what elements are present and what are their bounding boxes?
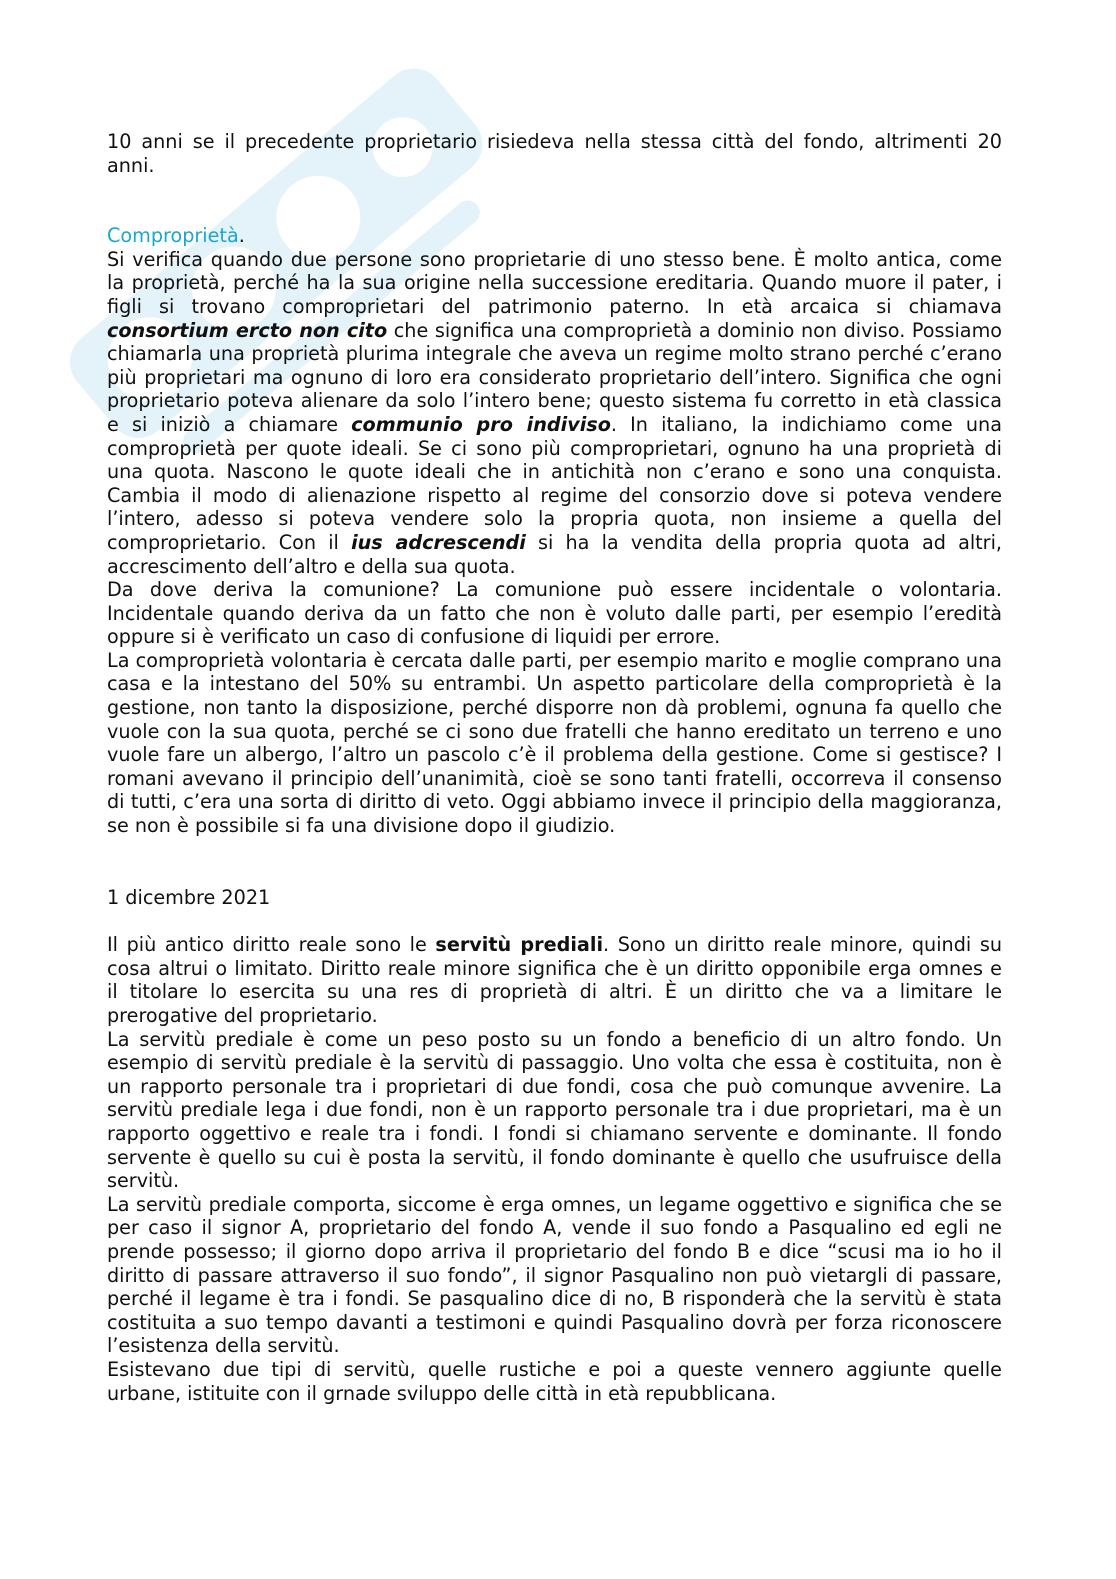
term-servitu-prediali: servitù prediali — [435, 933, 604, 957]
term-consortium: consortium ercto non cito — [107, 318, 388, 342]
paragraph-comproprieta-volontaria: La comproprietà volontaria è cercata dalle parti, per esempio marito e moglie comprano una casa e la intestano del 50% su entrambi. Un aspetto particolare della comproprietà è la gestione, non tanto la disposizione, perché disporre non dà problemi, ognuna fa quello che vuole con la sua quota, perché se ci sono due fratelli che hanno ereditato un terreno e uno vuole fare un albergo, l’altro un pascolo c’è il problema della gestione. Come si gestisce? I romani avevano il principio dell’unanimità, cioè se sono tanti fratelli, occorreva il consenso di tutti, c’era una sorta di diritto di veto. Oggi abbiamo invece il principio della maggioranza, se non è possibile si fa una divisione dopo il giudizio. — [107, 648, 1002, 838]
spacer — [107, 177, 1002, 224]
heading-comproprieta: Comproprietà — [107, 224, 239, 248]
spacer — [107, 909, 1002, 933]
term-communio: communio pro indiviso — [351, 412, 611, 436]
text-run: che significa una comproprietà a dominio non diviso. Possiamo chiamarla una proprietà plurima integrale che aveva un regime molto strano perché c’erano più proprietari ma ognuno di loro era considerato proprietario dell’intero. Significa che ogni proprietario poteva alienare da solo l’intero bene; questo sistema fu corretto in età classica e si iniziò a chiamare — [107, 318, 1003, 436]
paragraph-comproprieta-intro — [107, 248, 1002, 578]
paragraph-servitu-tipi: Esistevano due tipi di servitù, quelle rustiche e poi a queste vennero aggiunte quelle urbane, istituite con il grnade sviluppo delle città in età repubblicana. — [107, 1357, 1002, 1405]
term-ius-adcrescendi: ius adcrescendi — [351, 530, 526, 554]
document-page — [107, 130, 1002, 1405]
paragraph-servitu-intro — [107, 933, 1002, 1027]
spacer — [107, 838, 1002, 886]
paragraph-servitu-esempio: La servitù prediale comporta, siccome è erga omnes, un legame oggettivo e significa che se per caso il signor A, proprietario del fondo A, vende il suo fondo a Pasqualino ed egli ne prende possesso; il giorno dopo arriva il proprietario del fondo B e dice “scusi ma io ho il diritto di passare attraverso il suo fondo”, il signor Pasqualino non può vietargli di passare, perché il legame è tra i fondi. Se pasqualino dice di no, B risponderà che la servitù è stata costituita a suo tempo davanti a testimoni e quindi Pasqualino dovrà per forza riconoscere l’esistenza della servitù. — [107, 1192, 1002, 1358]
text-run: . In italiano, la indichiamo come una comproprietà per quote ideali. Se ci sono più comproprietari, ognuno ha una proprietà di una quota. Nascono le quote ideali che in antichità non c’erano e sono una conquista. Cambia il modo di alienazione rispetto al regime del consorzio dove si poteva vendere l’intero, adesso si poteva vendere solo la propria quota, non insieme a quella del comproprietario. Con il — [107, 412, 1002, 554]
text-run: Il più antico diritto reale sono le — [107, 933, 436, 957]
paragraph-usucapione-term: 10 anni se il precedente proprietario risiedeva nella stessa città del fondo, altrimenti 20 anni. — [107, 130, 1002, 177]
text-run: . Sono un diritto reale minore, quindi su cosa altrui o limitato. Diritto reale minore significa che è un diritto opponibile erga omnes e il titolare lo esercita su una res di proprietà di altri. È un diritto che va a limitare le prerogative del proprietario. — [107, 933, 1002, 1027]
text-run: si ha la vendita della propria quota ad altri, accrescimento dell’altro e della sua quota. — [107, 530, 1002, 578]
date-heading: 1 dicembre 2021 — [107, 885, 271, 909]
heading-dot: . — [238, 224, 245, 248]
paragraph-origine-comunione: Da dove deriva la comunione? La comunione può essere incidentale o volontaria. Incidentale quando deriva da un fatto che non è voluto dalle parti, per esempio l’eredità oppure si è verificato un caso di confusione di liquidi per errore. — [107, 578, 1002, 649]
text-run: Si verifica quando due persone sono proprietarie di uno stesso bene. È molto antica, come la proprietà, perché ha la sua origine nella successione ereditaria. Quando muore il pater, i figli si trovano comproprietari del patrimonio paterno. In età arcaica si chiamava — [107, 247, 1002, 318]
section-heading — [107, 224, 1002, 248]
paragraph-servitu-definizione: La servitù prediale è come un peso posto su un fondo a beneficio di un altro fondo. Un esempio di servitù prediale è la servitù di passaggio. Uno volta che essa è costituita, non è un rapporto personale tra i proprietari di due fondi, cosa che può comunque avvenire. La servitù prediale lega i due fondi, non è un rapporto personale tra i due proprietari, ma è un rapporto oggettivo e reale tra i fondi. I fondi si chiamano servente e dominante. Il fondo servente è quello su cui è posta la servitù, il fondo dominante è quello che usufruisce della servitù. — [107, 1027, 1002, 1193]
